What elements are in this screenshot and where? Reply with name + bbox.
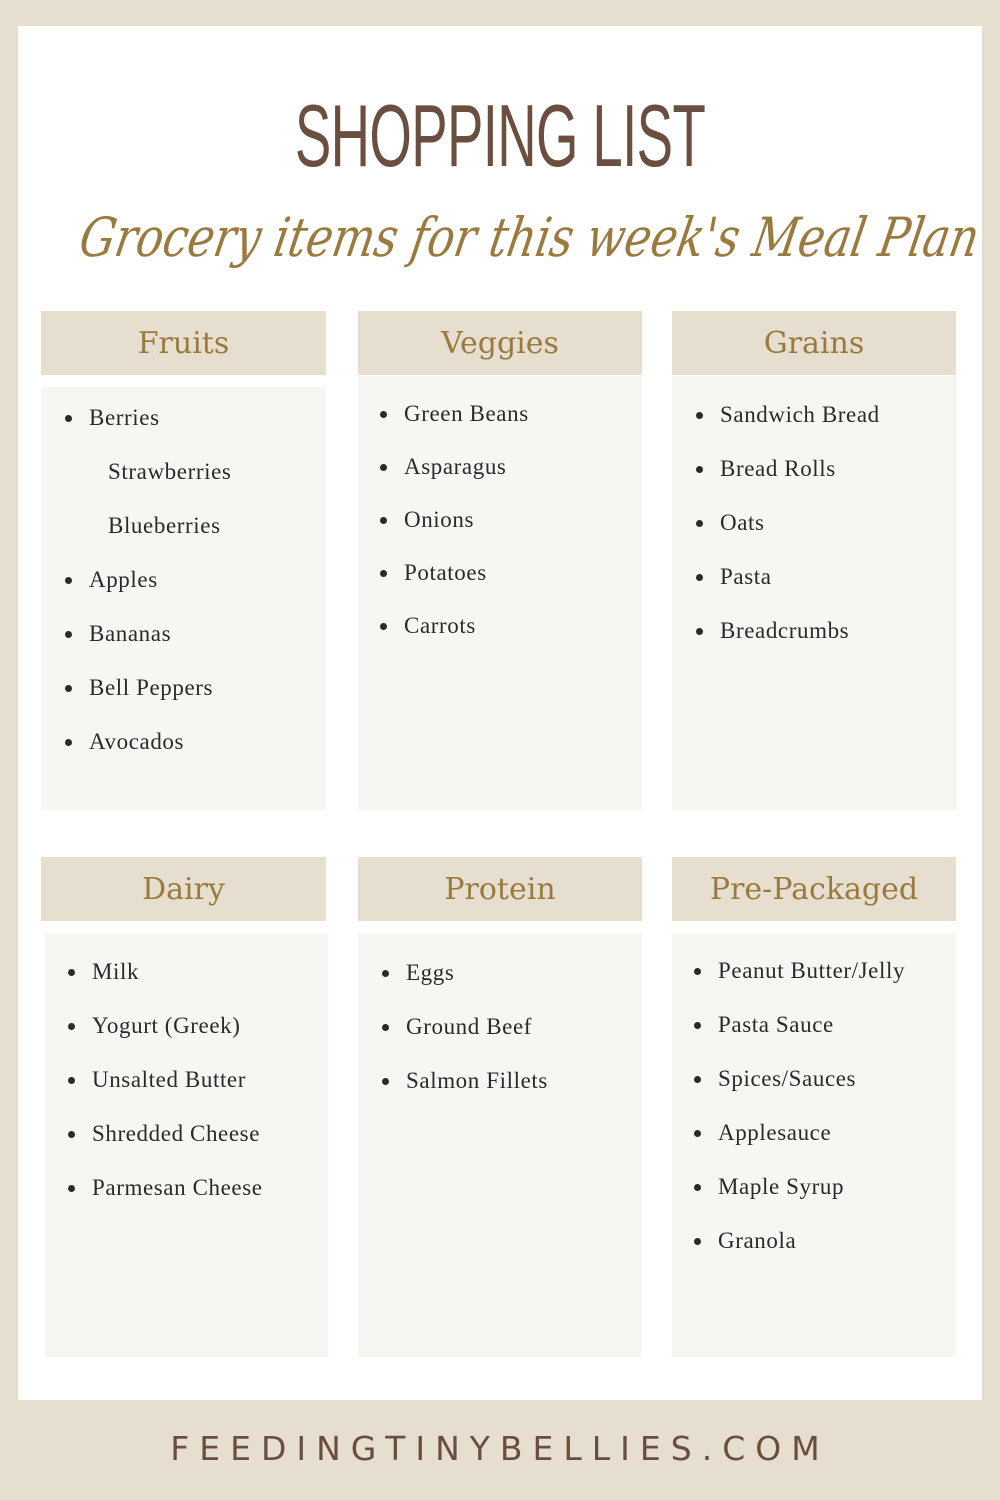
list-item: Parmesan Cheese <box>92 1175 263 1200</box>
section-panel-grains <box>672 376 957 810</box>
section-header-grains: Grains <box>672 311 956 375</box>
list-item: Ground Beef <box>406 1014 533 1039</box>
section-header-protein: Protein <box>358 857 642 921</box>
list-item: Salmon Fillets <box>406 1068 548 1093</box>
list-item: Yogurt (Greek) <box>92 1013 241 1038</box>
section-panel-fruits <box>41 387 326 810</box>
list-item: Peanut Butter/Jelly <box>718 958 906 983</box>
list-item: Bananas <box>89 621 172 646</box>
list-item: Berries <box>89 405 160 430</box>
list-item: Oats <box>720 510 765 535</box>
section-panel-protein <box>358 933 642 1357</box>
list-item: Blueberries <box>108 513 221 538</box>
list-item: Green Beans <box>404 401 529 426</box>
list-item: Maple Syrup <box>718 1174 845 1199</box>
section-header-dairy: Dairy <box>41 857 326 921</box>
section-panel-dairy <box>45 933 328 1357</box>
list-item: Shredded Cheese <box>92 1121 261 1146</box>
page-title: SHOPPING LIST <box>294 86 706 185</box>
list-item: Bell Peppers <box>89 675 214 700</box>
list-item: Eggs <box>406 960 455 985</box>
section-panel-veggies <box>358 376 642 810</box>
list-item: Asparagus <box>404 454 507 479</box>
list-item: Sandwich Bread <box>720 402 880 427</box>
list-item: Spices/Sauces <box>718 1066 857 1091</box>
list-item: Breadcrumbs <box>720 618 850 643</box>
list-item: Onions <box>404 507 475 532</box>
list-item: Pasta Sauce <box>718 1012 834 1037</box>
page-subtitle: Grocery items for this week's Meal Plan <box>75 206 985 269</box>
list-item: Potatoes <box>404 560 487 585</box>
footer-website: FEEDINGTINYBELLIES.COM <box>170 1429 830 1468</box>
section-header-pre-packaged: Pre-Packaged <box>672 857 956 921</box>
list-item: Bread Rolls <box>720 456 836 481</box>
list-item: Granola <box>718 1228 797 1253</box>
list-item: Apples <box>89 567 158 592</box>
list-item: Strawberries <box>108 459 232 484</box>
list-item: Milk <box>92 959 140 984</box>
list-item: Pasta <box>720 564 772 589</box>
section-header-veggies: Veggies <box>358 311 642 375</box>
section-header-fruits: Fruits <box>41 311 326 375</box>
list-item: Avocados <box>89 729 185 754</box>
list-item: Carrots <box>404 613 476 638</box>
list-item: Applesauce <box>718 1120 832 1145</box>
list-item: Unsalted Butter <box>92 1067 246 1092</box>
section-panel-pre-packaged <box>672 933 956 1357</box>
